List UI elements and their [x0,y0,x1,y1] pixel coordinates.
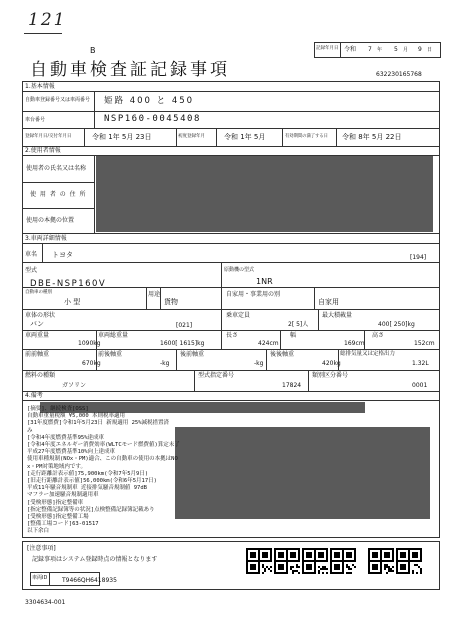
remark-line: [旧走行距離計表示値]56,000km(令和6年5月17日) [27,478,157,484]
section-remarks-header: 4.備考 [25,392,43,399]
qr-code-6 [396,548,422,574]
rf-axle-label: 後前軸重 [180,351,205,358]
weight-value: 1090kg [78,340,101,347]
use-label: 用途 [148,291,161,298]
user-base-label: 使用の本拠の位置 [26,217,75,224]
fuel-value: ガソリン [62,382,87,389]
remark-line: [令和4年度エネルギー消費効率(WLTCモード燃費値)算定未了 [27,442,180,448]
expiry-value: 令和 8年 5月 22日 [342,133,402,141]
fr-axle-label: 前後軸重 [98,351,123,358]
serial-number: 632230165768 [376,71,422,78]
notice-title: [注意事項] [27,545,56,552]
car-name-code: [194] [410,254,427,261]
remark-line: [走行距離計表示値]75,900km(令和7年5月9日) [27,470,149,477]
qr-code-2 [274,548,300,574]
document-number: 3304634-001 [25,599,66,606]
body-value: バン [30,320,44,328]
user-info-redaction [96,156,433,232]
date-label: 記録年月日 [316,46,339,51]
gross-label: 車両総重量 [98,332,129,339]
remark-line: x・PM対策地域内です。 [27,463,86,470]
handwritten-number: 121 [28,10,67,30]
qr-code-1 [246,548,272,574]
reg-number-value: 姫路 400 と 450 [104,96,195,106]
displacement-label: 総排気量又は定格出力 [340,351,396,357]
body-code: [021] [176,322,193,329]
load-value: 400[ 250]kg [378,321,415,328]
capacity-value: 2[ 5]人 [288,321,309,328]
ff-axle-value: 670kg [82,360,101,367]
displacement-value: 1.32L [412,360,429,367]
car-name-label: 車名 [25,251,38,258]
use-value: 貨物 [164,298,178,306]
small-b-mark: B [90,46,96,55]
class-label: 類別区分番号 [312,372,349,379]
engine-value: 1NR [256,277,273,286]
length-value: 424cm [258,340,279,347]
first-reg-value: 令和 1年 5月 23日 [92,133,152,141]
remark-line: [指定整備記録簿等の状況]点検整備記録簿記載あり [27,506,155,513]
private-label: 自家用・事業用の別 [226,291,281,298]
user-address-label: 使 用 者 の 住 所 [30,191,87,198]
remark-line: 平成11年騒音規制車 近接排気騒音規制値 97dB [27,485,147,492]
class-value: 0001 [412,382,428,389]
type-number-value: 17824 [282,382,302,389]
user-name-label: 使用者の氏名又は名称 [26,165,87,172]
document-title: 自動車検査証記録事項 [30,60,230,80]
reg-number-label: 自動車登録番号又は車両番号 [25,97,91,103]
kind-label: 自動車の種別 [25,290,52,295]
first-year-label: 初度登録年月 [178,134,205,139]
handwritten-underline [24,33,62,34]
weight-label: 車両重量 [25,332,50,339]
first-reg-label: 登録年月日/交付年月日 [25,134,72,139]
load-label: 最大積載量 [322,312,353,319]
remark-line: [摘要]、継続検査[OSS] [27,406,89,412]
remark-line: マフラー加速騒音規制適用車 [27,492,99,499]
remark-line: 以下余白 [27,528,50,535]
remark-line: 使用車種規制(NOx・PM)適合、この自動車の使用の本拠はNO [27,456,178,463]
capacity-label: 乗車定員 [226,312,251,319]
section-vehicle-header: 3.車両詳細情報 [25,235,67,242]
remark-line: 平成27年度燃費基準10%向上達成車 [27,449,116,456]
remark-line: み [27,427,33,434]
qr-code-3 [302,548,328,574]
date-month: 5 [394,46,398,53]
fuel-label: 燃料の種類 [25,372,56,379]
rr-axle-value: 420kg [322,360,341,367]
model-label: 型式 [25,267,38,274]
section-basic-header: 1.基本情報 [25,83,55,90]
date-month-unit: 月 [403,47,409,53]
ff-axle-label: 前前軸重 [25,351,50,358]
section-user-header: 2.使用者情報 [25,147,61,154]
engine-label: 原動機の型式 [224,267,255,273]
rr-axle-label: 後後軸重 [270,351,295,358]
car-id-value: T9466QH6418935 [62,577,117,584]
date-year-unit: 年 [377,47,383,53]
height-label: 高さ [372,332,385,339]
date-year: 7 [368,46,372,53]
height-value: 152cm [414,340,435,347]
remark-line: [令和4年度燃費基準95%達成車 [27,434,105,441]
type-number-label: 型式指定番号 [198,372,235,379]
first-year-value: 令和 1年 5月 [224,133,266,141]
remark-line: [31年度燃費]令和1年5月23日 新規適用 25%減税措置済 [27,420,170,427]
date-era: 令和 [344,46,357,53]
remark-line: [受検形態]指定整備車 [27,499,84,506]
date-day-unit: 日 [427,47,433,53]
remark-line: [受検形態]指定整備工場 [27,514,89,520]
remarks-redaction-mid [175,427,430,519]
date-day: 9 [418,46,422,53]
fr-axle-value: -kg [160,360,170,367]
car-id-label: 車両ID [32,575,48,581]
car-name-value: トヨタ [52,251,73,259]
notice-text: 記録事項はシステム登録時点の情報となります [32,556,158,563]
private-value: 自家用 [318,298,339,306]
model-value: DBE-NSP160V [30,279,107,289]
gross-value: 1600[ 1615]kg [160,340,205,347]
length-label: 長さ [226,332,239,339]
kind-value: 小 型 [64,298,81,306]
chassis-label: 車台番号 [25,117,46,123]
chassis-value: NSP160-0045408 [104,114,201,124]
expiry-label: 有効期間の満了する日 [285,134,328,139]
qr-code-5 [368,548,394,574]
remark-line: [整備工場コード]63-01517 [27,521,99,528]
width-value: 169cm [344,340,365,347]
width-label: 幅 [290,332,297,339]
qr-code-4 [330,548,356,574]
rf-axle-value: -kg [254,360,264,367]
body-label: 車体の形状 [25,312,56,319]
remark-line: 自動車重量税額 ¥5,000 本則税率適用 [27,413,125,420]
